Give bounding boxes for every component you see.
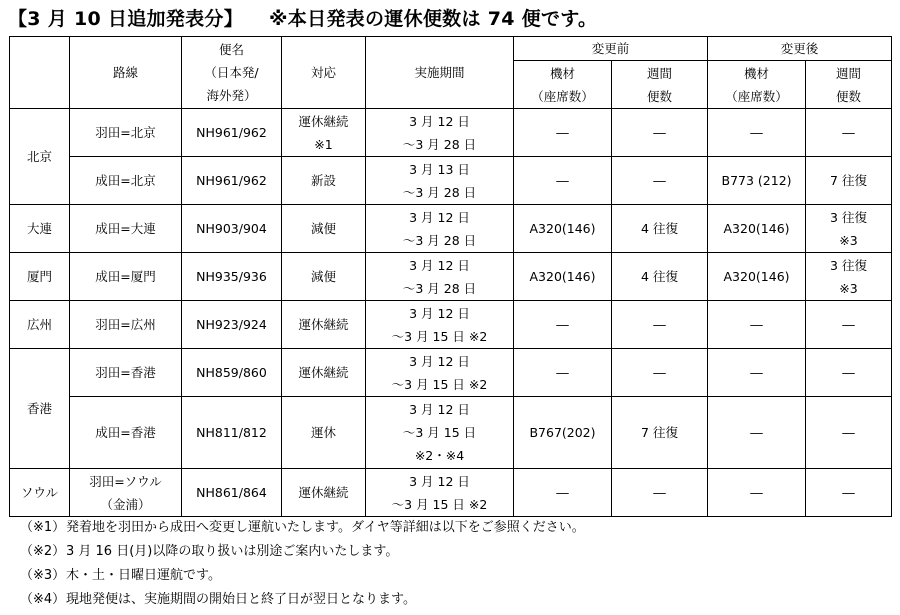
action-cell bbox=[282, 349, 366, 397]
header-action: 対応 bbox=[282, 37, 366, 109]
before-weekly-cell bbox=[612, 349, 708, 397]
footnote-text: 3 月 16 日(月)以降の取り扱いは別途ご案内いたします。 bbox=[66, 544, 399, 559]
cell-line: 4 往復 bbox=[641, 269, 678, 284]
city-cell: 広州 bbox=[10, 301, 70, 349]
cell-line: 減便 bbox=[310, 221, 336, 236]
action-cell bbox=[282, 397, 366, 469]
cell-line: ― bbox=[653, 125, 666, 140]
cell-line: ― bbox=[653, 365, 666, 380]
header-flight bbox=[182, 37, 282, 109]
cell-line: ～3 月 15 日 ※2 bbox=[391, 496, 488, 512]
header-after: 変更後 bbox=[708, 37, 892, 61]
cell-line: 羽田=広州 bbox=[95, 317, 156, 332]
cell-line: ～3 月 28 日 bbox=[402, 136, 477, 152]
header-route: 路線 bbox=[70, 37, 182, 109]
cell-line: 7 往復 bbox=[830, 173, 867, 188]
cell-line: 3 月 12 日 bbox=[409, 402, 470, 417]
before-equip-cell: ― bbox=[514, 157, 612, 205]
cell-line: 減便 bbox=[310, 269, 336, 284]
after-weekly-cell bbox=[806, 397, 892, 469]
before-weekly-cell bbox=[612, 469, 708, 517]
footnote-text: 木・土・日曜日運航です。 bbox=[66, 568, 221, 583]
schedule-table bbox=[9, 36, 892, 517]
after-equip-cell: ― bbox=[708, 397, 806, 469]
cell-line: ～3 月 28 日 bbox=[402, 232, 477, 248]
route-cell bbox=[70, 469, 182, 517]
header-equip-line: 機材 bbox=[549, 65, 575, 81]
footnote-key: （※2） bbox=[20, 544, 66, 559]
period-cell bbox=[366, 109, 514, 157]
cell-line: ― bbox=[842, 365, 855, 380]
after-weekly-cell bbox=[806, 109, 892, 157]
after-weekly-cell bbox=[806, 205, 892, 253]
table-row bbox=[10, 205, 892, 253]
before-equip-cell: A320(146) bbox=[514, 205, 612, 253]
before-weekly-cell bbox=[612, 301, 708, 349]
cell-line: 7 往復 bbox=[641, 425, 678, 440]
city-cell: 北京 bbox=[10, 109, 70, 205]
header-weekly-line: 便数 bbox=[647, 88, 673, 104]
title-date: 【3 月 10 日追加発表分】 bbox=[8, 8, 244, 30]
footnote bbox=[20, 588, 585, 612]
cell-line: 3 月 12 日 bbox=[409, 113, 470, 129]
before-weekly-cell bbox=[612, 397, 708, 469]
flight-cell: NH935/936 bbox=[182, 253, 282, 301]
before-weekly-cell bbox=[612, 205, 708, 253]
header-period: 実施期間 bbox=[366, 37, 514, 109]
header-flight-line: （日本発/ bbox=[204, 65, 259, 80]
cell-line: ～3 月 15 日 ※2 bbox=[391, 376, 488, 392]
table-row bbox=[10, 109, 892, 157]
after-equip-cell: A320(146) bbox=[708, 205, 806, 253]
footnote-text: 発着地を羽田から成田へ変更し運航いたします。ダイヤ等詳細は以下をご参照ください。 bbox=[66, 520, 585, 535]
flight-cell: NH861/864 bbox=[182, 469, 282, 517]
cell-line: 3 往復 bbox=[830, 257, 867, 273]
before-equip-cell: ― bbox=[514, 349, 612, 397]
header-equip-line: （座席数） bbox=[725, 88, 788, 104]
cell-line: 3 月 12 日 bbox=[409, 473, 470, 489]
action-cell bbox=[282, 469, 366, 517]
after-equip-cell: A320(146) bbox=[708, 253, 806, 301]
table-row bbox=[10, 253, 892, 301]
cell-line: ― bbox=[842, 317, 855, 332]
city-cell: 厦門 bbox=[10, 253, 70, 301]
cell-line: 3 月 12 日 bbox=[409, 305, 470, 321]
cell-line: 新設 bbox=[310, 173, 336, 188]
footnote bbox=[20, 516, 585, 540]
before-equip-cell: A320(146) bbox=[514, 253, 612, 301]
cell-line: 3 往復 bbox=[830, 209, 867, 225]
route-cell bbox=[70, 397, 182, 469]
city-cell: 大連 bbox=[10, 205, 70, 253]
header-after-weekly bbox=[806, 61, 892, 109]
header-after-equip bbox=[708, 61, 806, 109]
cell-line: 羽田=北京 bbox=[95, 125, 156, 140]
period-cell bbox=[366, 157, 514, 205]
after-weekly-cell bbox=[806, 469, 892, 517]
route-cell bbox=[70, 253, 182, 301]
after-equip-cell: ― bbox=[708, 301, 806, 349]
cell-line: 運休 bbox=[310, 425, 336, 440]
before-equip-cell: B767(202) bbox=[514, 397, 612, 469]
footnote-key: （※4） bbox=[20, 592, 66, 607]
period-cell bbox=[366, 397, 514, 469]
before-weekly-cell bbox=[612, 157, 708, 205]
table-row bbox=[10, 157, 892, 205]
cell-line: ※1 bbox=[314, 136, 333, 152]
footnote-key: （※3） bbox=[20, 568, 66, 583]
cell-line: 成田=大連 bbox=[95, 221, 156, 236]
cell-line: ― bbox=[653, 485, 666, 500]
header-before: 変更前 bbox=[514, 37, 708, 61]
table-row bbox=[10, 469, 892, 517]
action-cell bbox=[282, 205, 366, 253]
flight-cell: NH923/924 bbox=[182, 301, 282, 349]
city-cell: 香港 bbox=[10, 349, 70, 469]
cell-line: 4 往復 bbox=[641, 221, 678, 236]
header-blank bbox=[10, 37, 70, 109]
cell-line: ※2・※4 bbox=[414, 448, 465, 463]
route-cell bbox=[70, 301, 182, 349]
cell-line: （金浦） bbox=[100, 496, 151, 512]
cell-line: ― bbox=[653, 173, 666, 188]
header-weekly-line: 週間 bbox=[836, 65, 862, 81]
cell-line: 運休継続 bbox=[298, 365, 349, 380]
cell-line: ― bbox=[653, 317, 666, 332]
cell-line: 成田=香港 bbox=[95, 425, 156, 440]
flight-cell: NH961/962 bbox=[182, 109, 282, 157]
footnotes bbox=[20, 516, 585, 612]
after-equip-cell: B773 (212) bbox=[708, 157, 806, 205]
route-cell bbox=[70, 157, 182, 205]
cell-line: 3 月 12 日 bbox=[409, 209, 470, 225]
period-cell bbox=[366, 349, 514, 397]
footnote-key: （※1） bbox=[20, 520, 66, 535]
cell-line: ～3 月 28 日 bbox=[402, 184, 477, 200]
footnote-text: 現地発便は、実施期間の開始日と終了日が翌日となります。 bbox=[66, 592, 416, 607]
flight-cell: NH961/962 bbox=[182, 157, 282, 205]
flight-cell: NH859/860 bbox=[182, 349, 282, 397]
table-row bbox=[10, 349, 892, 397]
after-weekly-cell bbox=[806, 349, 892, 397]
after-weekly-cell bbox=[806, 301, 892, 349]
after-weekly-cell bbox=[806, 157, 892, 205]
flight-cell: NH903/904 bbox=[182, 205, 282, 253]
cell-line: ※3 bbox=[839, 232, 858, 248]
table-row bbox=[10, 301, 892, 349]
header-flight-line: 便名 bbox=[218, 42, 244, 57]
header-equip-line: （座席数） bbox=[531, 88, 594, 104]
before-equip-cell: ― bbox=[514, 301, 612, 349]
after-equip-cell: ― bbox=[708, 109, 806, 157]
before-equip-cell: ― bbox=[514, 109, 612, 157]
footnote bbox=[20, 540, 585, 564]
cell-line: 運休継続 bbox=[298, 485, 349, 500]
header-before-weekly bbox=[612, 61, 708, 109]
after-weekly-cell bbox=[806, 253, 892, 301]
cell-line: 運休継続 bbox=[298, 113, 349, 129]
cell-line: 3 月 12 日 bbox=[409, 353, 470, 369]
route-cell bbox=[70, 349, 182, 397]
cell-line: ～3 月 15 日 bbox=[402, 425, 477, 440]
footnote bbox=[20, 564, 585, 588]
title-summary: ※本日発表の運休便数は 74 便です。 bbox=[269, 8, 598, 30]
header-before-equip bbox=[514, 61, 612, 109]
cell-line: ～3 月 15 日 ※2 bbox=[391, 328, 488, 344]
action-cell bbox=[282, 109, 366, 157]
period-cell bbox=[366, 205, 514, 253]
action-cell bbox=[282, 301, 366, 349]
after-equip-cell: ― bbox=[708, 469, 806, 517]
before-weekly-cell bbox=[612, 109, 708, 157]
cell-line: ― bbox=[842, 125, 855, 140]
header-weekly-line: 便数 bbox=[836, 88, 862, 104]
cell-line: 運休継続 bbox=[298, 317, 349, 332]
cell-line: 成田=北京 bbox=[95, 173, 156, 188]
flight-cell: NH811/812 bbox=[182, 397, 282, 469]
header-weekly-line: 週間 bbox=[647, 65, 673, 81]
header-flight-line: 海外発） bbox=[206, 88, 257, 103]
before-equip-cell: ― bbox=[514, 469, 612, 517]
cell-line: ～3 月 28 日 bbox=[402, 280, 477, 296]
cell-line: 羽田=ソウル bbox=[89, 473, 162, 489]
before-weekly-cell bbox=[612, 253, 708, 301]
cell-line: 成田=厦門 bbox=[95, 269, 156, 284]
action-cell bbox=[282, 157, 366, 205]
header-equip-line: 機材 bbox=[744, 65, 770, 81]
route-cell bbox=[70, 109, 182, 157]
cell-line: ― bbox=[842, 485, 855, 500]
action-cell bbox=[282, 253, 366, 301]
after-equip-cell: ― bbox=[708, 349, 806, 397]
cell-line: 3 月 12 日 bbox=[409, 257, 470, 273]
city-cell: ソウル bbox=[10, 469, 70, 517]
route-cell bbox=[70, 205, 182, 253]
page-title bbox=[8, 4, 597, 31]
period-cell bbox=[366, 301, 514, 349]
cell-line: ※3 bbox=[839, 280, 858, 296]
cell-line: 3 月 13 日 bbox=[409, 161, 470, 177]
table-row bbox=[10, 397, 892, 469]
period-cell bbox=[366, 469, 514, 517]
cell-line: 羽田=香港 bbox=[95, 365, 156, 380]
cell-line: ― bbox=[842, 425, 855, 440]
period-cell bbox=[366, 253, 514, 301]
